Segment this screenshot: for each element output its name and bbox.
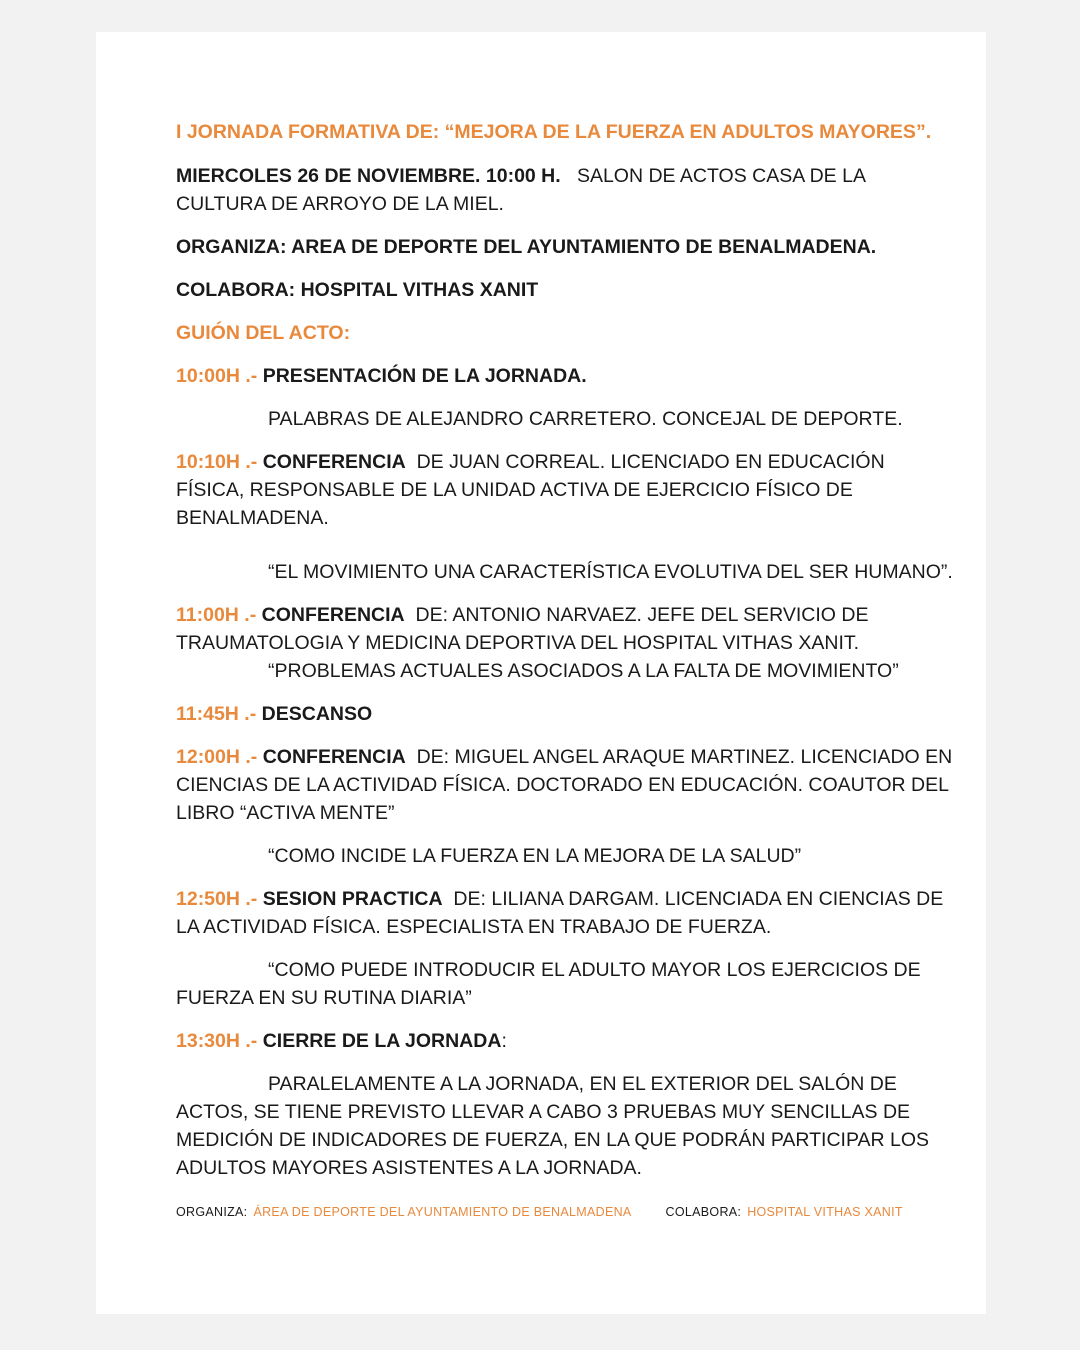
schedule-label: DESCANSO — [261, 703, 373, 725]
schedule-item — [176, 700, 956, 728]
event-place: SALON DE ACTOS CASA DE LA CULTURA DE ARROYO DE LA MIEL. — [176, 165, 865, 215]
guion-heading: GUIÓN DEL ACTO: — [176, 322, 351, 344]
event-title: I JORNADA FORMATIVA DE: “MEJORA DE LA FUERZA EN ADULTOS MAYORES”. — [176, 121, 932, 143]
document-content — [176, 118, 956, 1197]
schedule-label: CIERRE DE LA JORNADA — [262, 1030, 502, 1052]
schedule-time: 11:00H .- — [176, 604, 257, 626]
schedule-detail: DE JUAN CORREAL. LICENCIADO EN EDUCACIÓN FÍSICA, RESPONSABLE DE LA UNIDAD ACTIVA DE EJERCICIO FÍSICO DE BENALMADENA. — [176, 451, 885, 529]
footer-colabora-label: COLABORA: — [665, 1205, 742, 1219]
schedule-item — [176, 448, 956, 532]
schedule-label: CONFERENCIA — [262, 451, 406, 473]
schedule-note: PARALELAMENTE A LA JORNADA, EN EL EXTERIOR DEL SALÓN DE ACTOS, SE TIENE PREVISTO LLEVAR A CABO 3 PRUEBAS MUY SENCILLAS DE MEDICIÓN DE INDICADORES DE FUERZA, EN LA QUE PODRÁN PARTICIPAR LOS ADULTOS MAYORES ASISTENTES A LA JORNADA. — [176, 1073, 930, 1179]
schedule-detail: DE: LILIANA DARGAM. LICENCIADA EN CIENCIAS DE LA ACTIVIDAD FÍSICA. ESPECIALISTA EN TRABAJO DE FUERZA. — [176, 888, 944, 938]
schedule-label: CONFERENCIA — [261, 604, 405, 626]
schedule-note: PALABRAS DE ALEJANDRO CARRETERO. CONCEJAL DE DEPORTE. — [268, 408, 903, 430]
schedule-note: “COMO INCIDE LA FUERZA EN LA MEJORA DE LA SALUD” — [268, 845, 802, 867]
schedule-detail: DE: MIGUEL ANGEL ARAQUE MARTINEZ. LICENCIADO EN CIENCIAS DE LA ACTIVIDAD FÍSICA. DOCTORADO EN EDUCACIÓN. COAUTOR DEL LIBRO “ACTIVA MENTE” — [176, 746, 953, 824]
schedule-time: 11:45H .- — [176, 703, 257, 725]
schedule-time: 12:00H .- — [176, 746, 258, 768]
schedule-item — [176, 743, 956, 827]
footer-organiza — [176, 1203, 632, 1221]
schedule-item — [176, 1027, 956, 1055]
colabora-line: COLABORA: HOSPITAL VITHAS XANIT — [176, 279, 539, 301]
schedule-note: “COMO PUEDE INTRODUCIR EL ADULTO MAYOR LOS EJERCICIOS DE FUERZA EN SU RUTINA DIARIA” — [176, 959, 921, 1009]
schedule-detail: DE: ANTONIO NARVAEZ. JEFE DEL SERVICIO DE TRAUMATOLOGIA Y MEDICINA DEPORTIVA DEL HOSPITAL VITHAS XANIT. — [176, 604, 869, 654]
page-footer — [176, 1203, 956, 1221]
schedule-label: PRESENTACIÓN DE LA JORNADA. — [262, 365, 587, 387]
schedule-time: 13:30H .- — [176, 1030, 258, 1052]
footer-colabora-value: HOSPITAL VITHAS XANIT — [747, 1205, 903, 1219]
schedule-time: 10:10H .- — [176, 451, 258, 473]
schedule-label: CONFERENCIA — [262, 746, 406, 768]
footer-organiza-value: ÁREA DE DEPORTE DEL AYUNTAMIENTO DE BENALMADENA — [253, 1205, 632, 1219]
schedule-item — [176, 601, 956, 657]
schedule-detail: : — [501, 1030, 507, 1052]
schedule-label: SESION PRACTICA — [262, 888, 443, 910]
event-date-time: MIERCOLES 26 DE NOVIEMBRE. 10:00 H. — [176, 165, 561, 187]
organiza-line: ORGANIZA: AREA DE DEPORTE DEL AYUNTAMIENTO DE BENALMADENA. — [176, 236, 877, 258]
footer-organiza-label: ORGANIZA: — [176, 1205, 248, 1219]
schedule-time: 10:00H .- — [176, 365, 258, 387]
schedule-item — [176, 362, 956, 390]
event-when — [176, 162, 956, 218]
schedule-note: “PROBLEMAS ACTUALES ASOCIADOS A LA FALTA DE MOVIMIENTO” — [268, 660, 899, 682]
schedule-note: “EL MOVIMIENTO UNA CARACTERÍSTICA EVOLUTIVA DEL SER HUMANO”. — [268, 561, 953, 583]
footer-colabora — [666, 1203, 903, 1221]
schedule-item — [176, 885, 956, 941]
schedule-time: 12:50H .- — [176, 888, 258, 910]
